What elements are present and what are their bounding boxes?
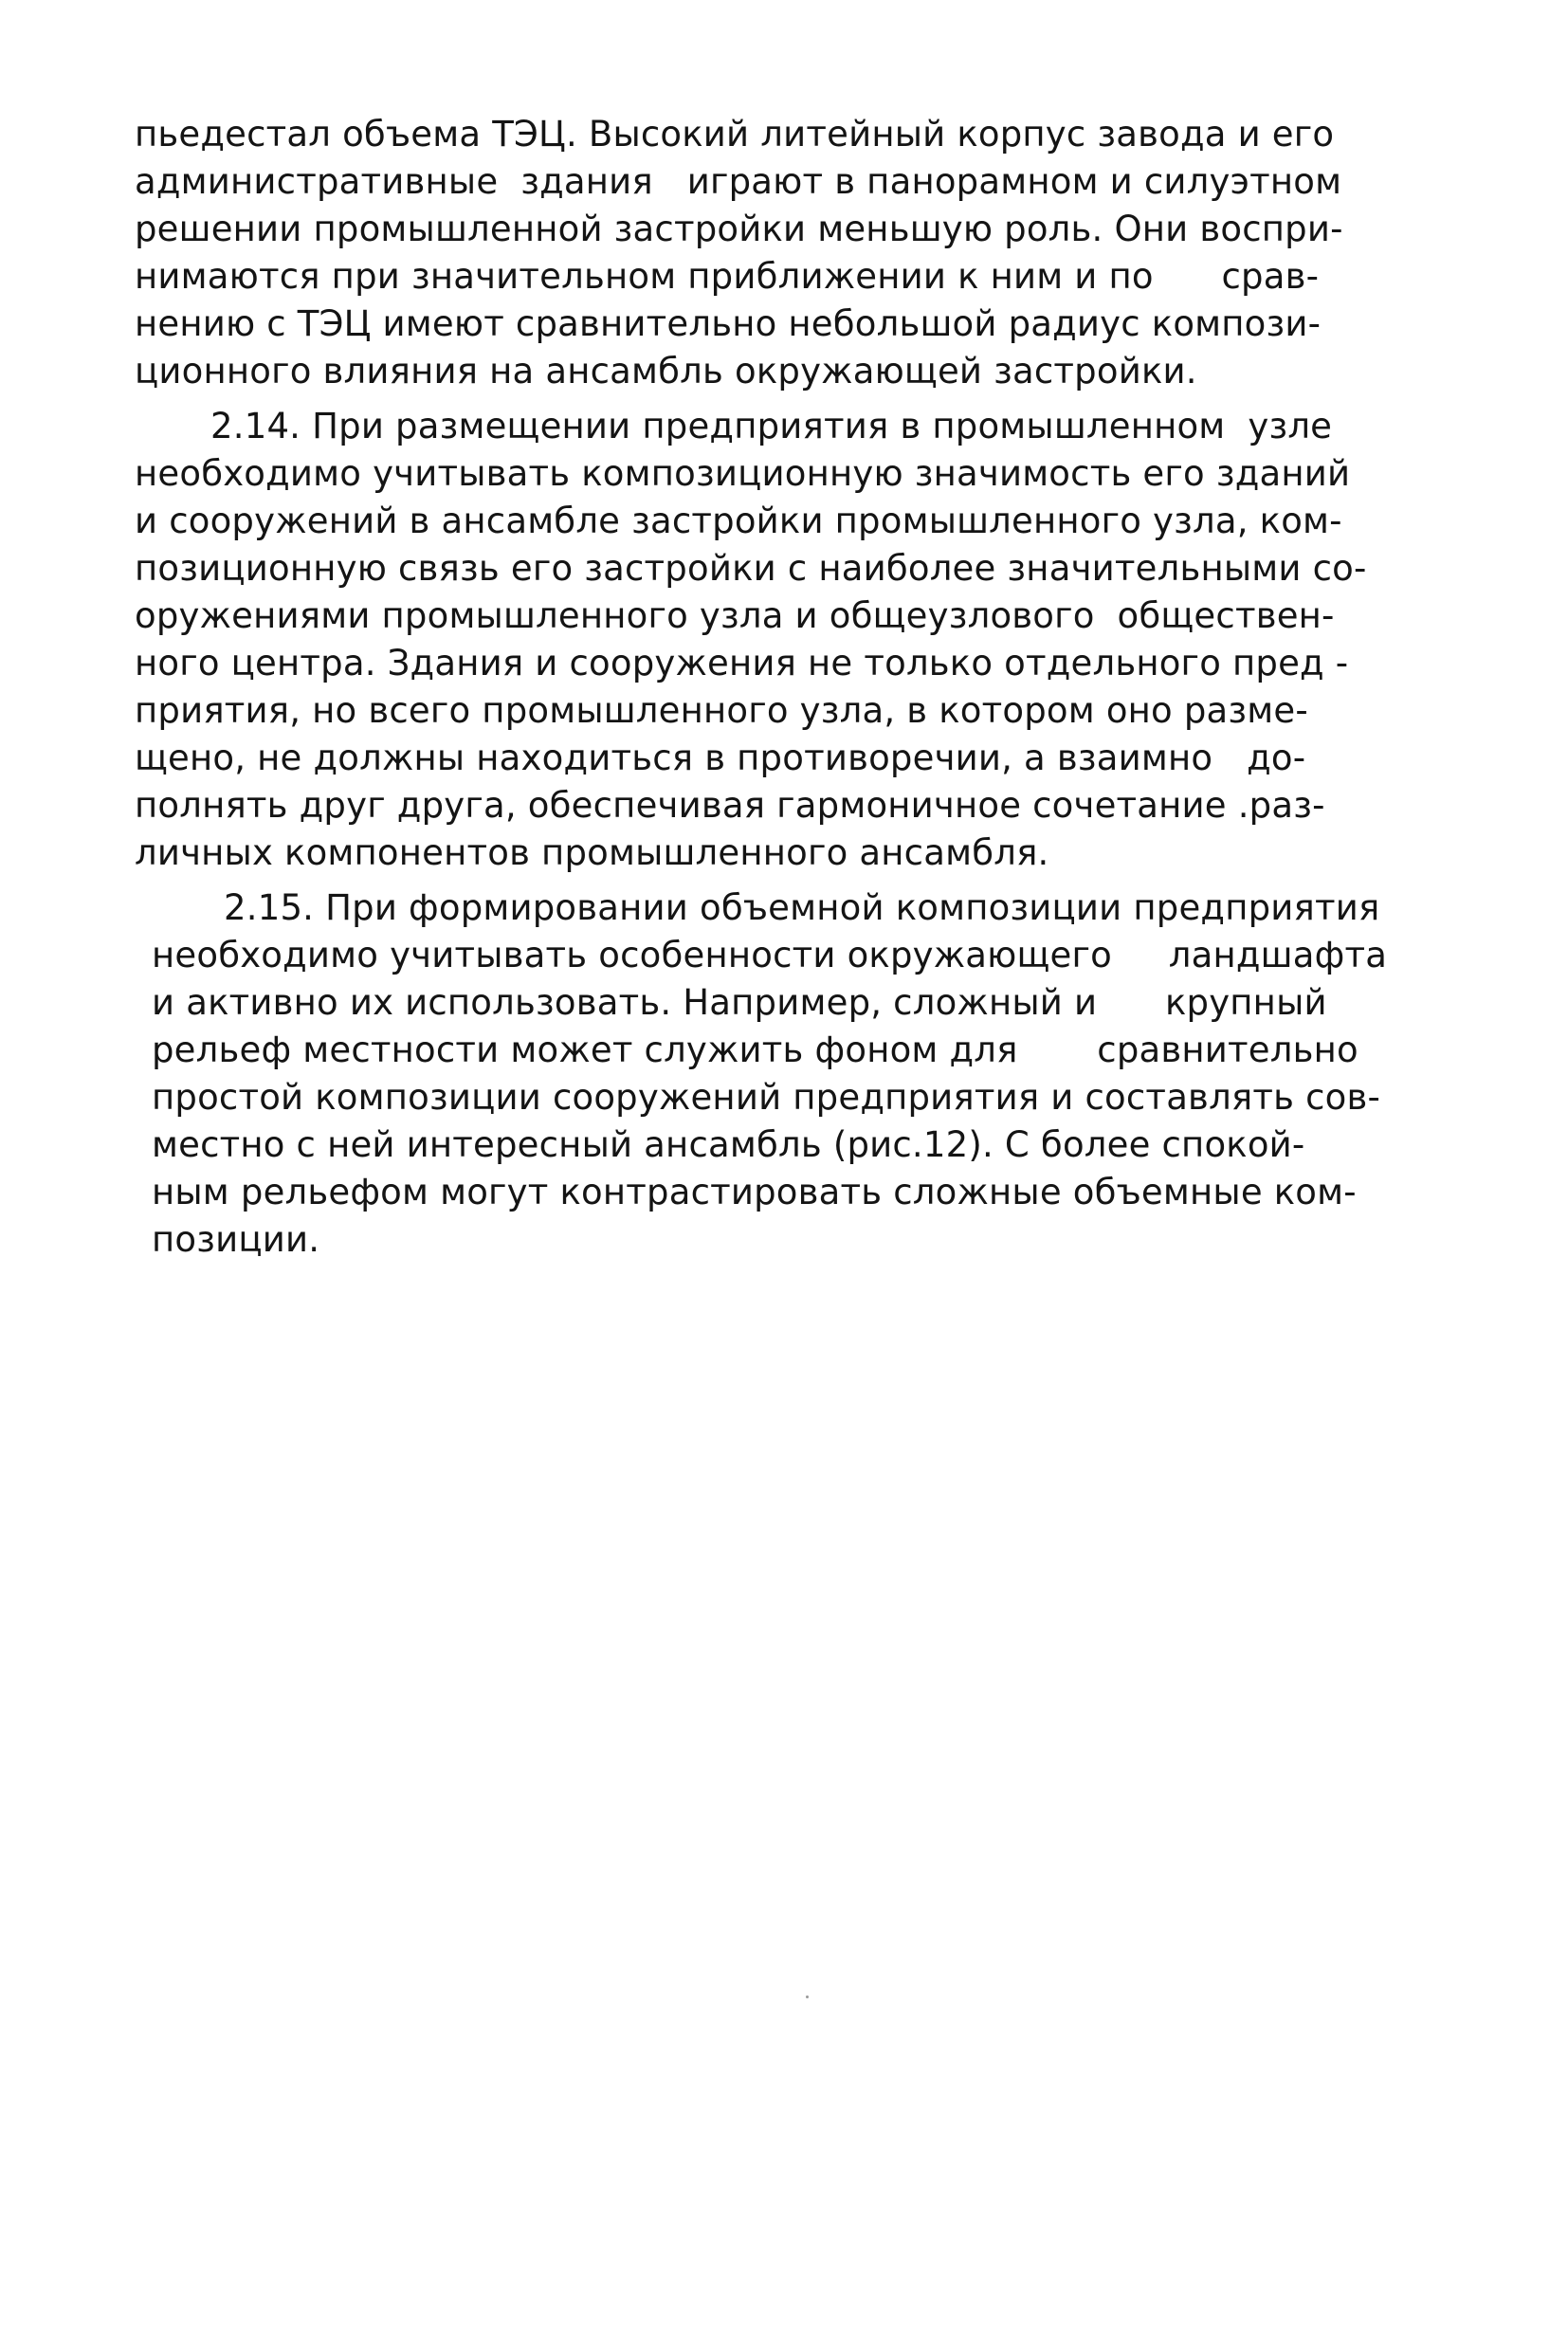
paragraph-3-line-8: позиции. <box>152 1219 320 1260</box>
paragraph-2-line-2: необходимо учитывать композиционную значимость его зданий <box>135 453 1351 494</box>
paragraph-2-line-6: ного центра. Здания и сооружения не только отдельного пред - <box>135 643 1349 683</box>
paragraph-1-line-6: ционного влияния на ансамбль окружающей застройки. <box>135 351 1197 392</box>
paragraph-2-line-1: 2.14. При размещении предприятия в промышленном узле <box>210 406 1333 447</box>
paragraph-3-line-5: простой композиции сооружений предприятия и составлять сов- <box>152 1077 1381 1118</box>
paragraph-3-line-6: местно с ней интересный ансамбль (рис.12). С более спокой- <box>152 1124 1305 1165</box>
paragraph-3-line-3: и активно их использовать. Например, сложный и крупный <box>152 982 1327 1023</box>
paragraph-1-line-5: нению с ТЭЦ имеют сравнительно небольшой радиус компози- <box>135 303 1322 344</box>
paragraph-2-line-4: позиционную связь его застройки с наиболее значительными со- <box>135 548 1367 589</box>
paragraph-3-line-7: ным рельефом могут контрастировать сложные объемные ком- <box>152 1172 1357 1212</box>
paragraph-2-line-5: оружениями промышленного узла и общеузлового обществен- <box>135 595 1335 636</box>
paragraph-1-line-2: административные здания играют в панорамном и силуэтном <box>135 161 1342 202</box>
paragraph-3-line-1: 2.15. При формировании объемной композиции предприятия <box>224 887 1380 928</box>
paragraph-2-line-9: полнять друг друга, обеспечивая гармоничное сочетание .раз- <box>135 785 1325 826</box>
paragraph-2-line-3: и сооружений в ансамбле застройки промышленного узла, ком- <box>135 501 1342 541</box>
paragraph-2-line-7: приятия, но всего промышленного узла, в котором оно разме- <box>135 690 1308 731</box>
scan-speck <box>806 1996 809 1998</box>
paragraph-1-line-1: пьедестал объема ТЭЦ. Высокий литейный корпус завода и его <box>135 114 1335 155</box>
paragraph-1-line-3: решении промышленной застройки меньшую роль. Они воспри- <box>135 209 1343 249</box>
paragraph-1-line-4: нимаются при значительном приближении к ним и по срав- <box>135 256 1320 297</box>
paragraph-3-line-4: рельеф местности может служить фоном для сравнительно <box>152 1030 1358 1070</box>
paragraph-3-line-2: необходимо учитывать особенности окружающего ландшафта <box>152 935 1388 975</box>
paragraph-2-line-8: щено, не должны находиться в противоречии, а взаимно до- <box>135 738 1306 778</box>
paragraph-2-line-10: личных компонентов промышленного ансамбля. <box>135 832 1049 873</box>
